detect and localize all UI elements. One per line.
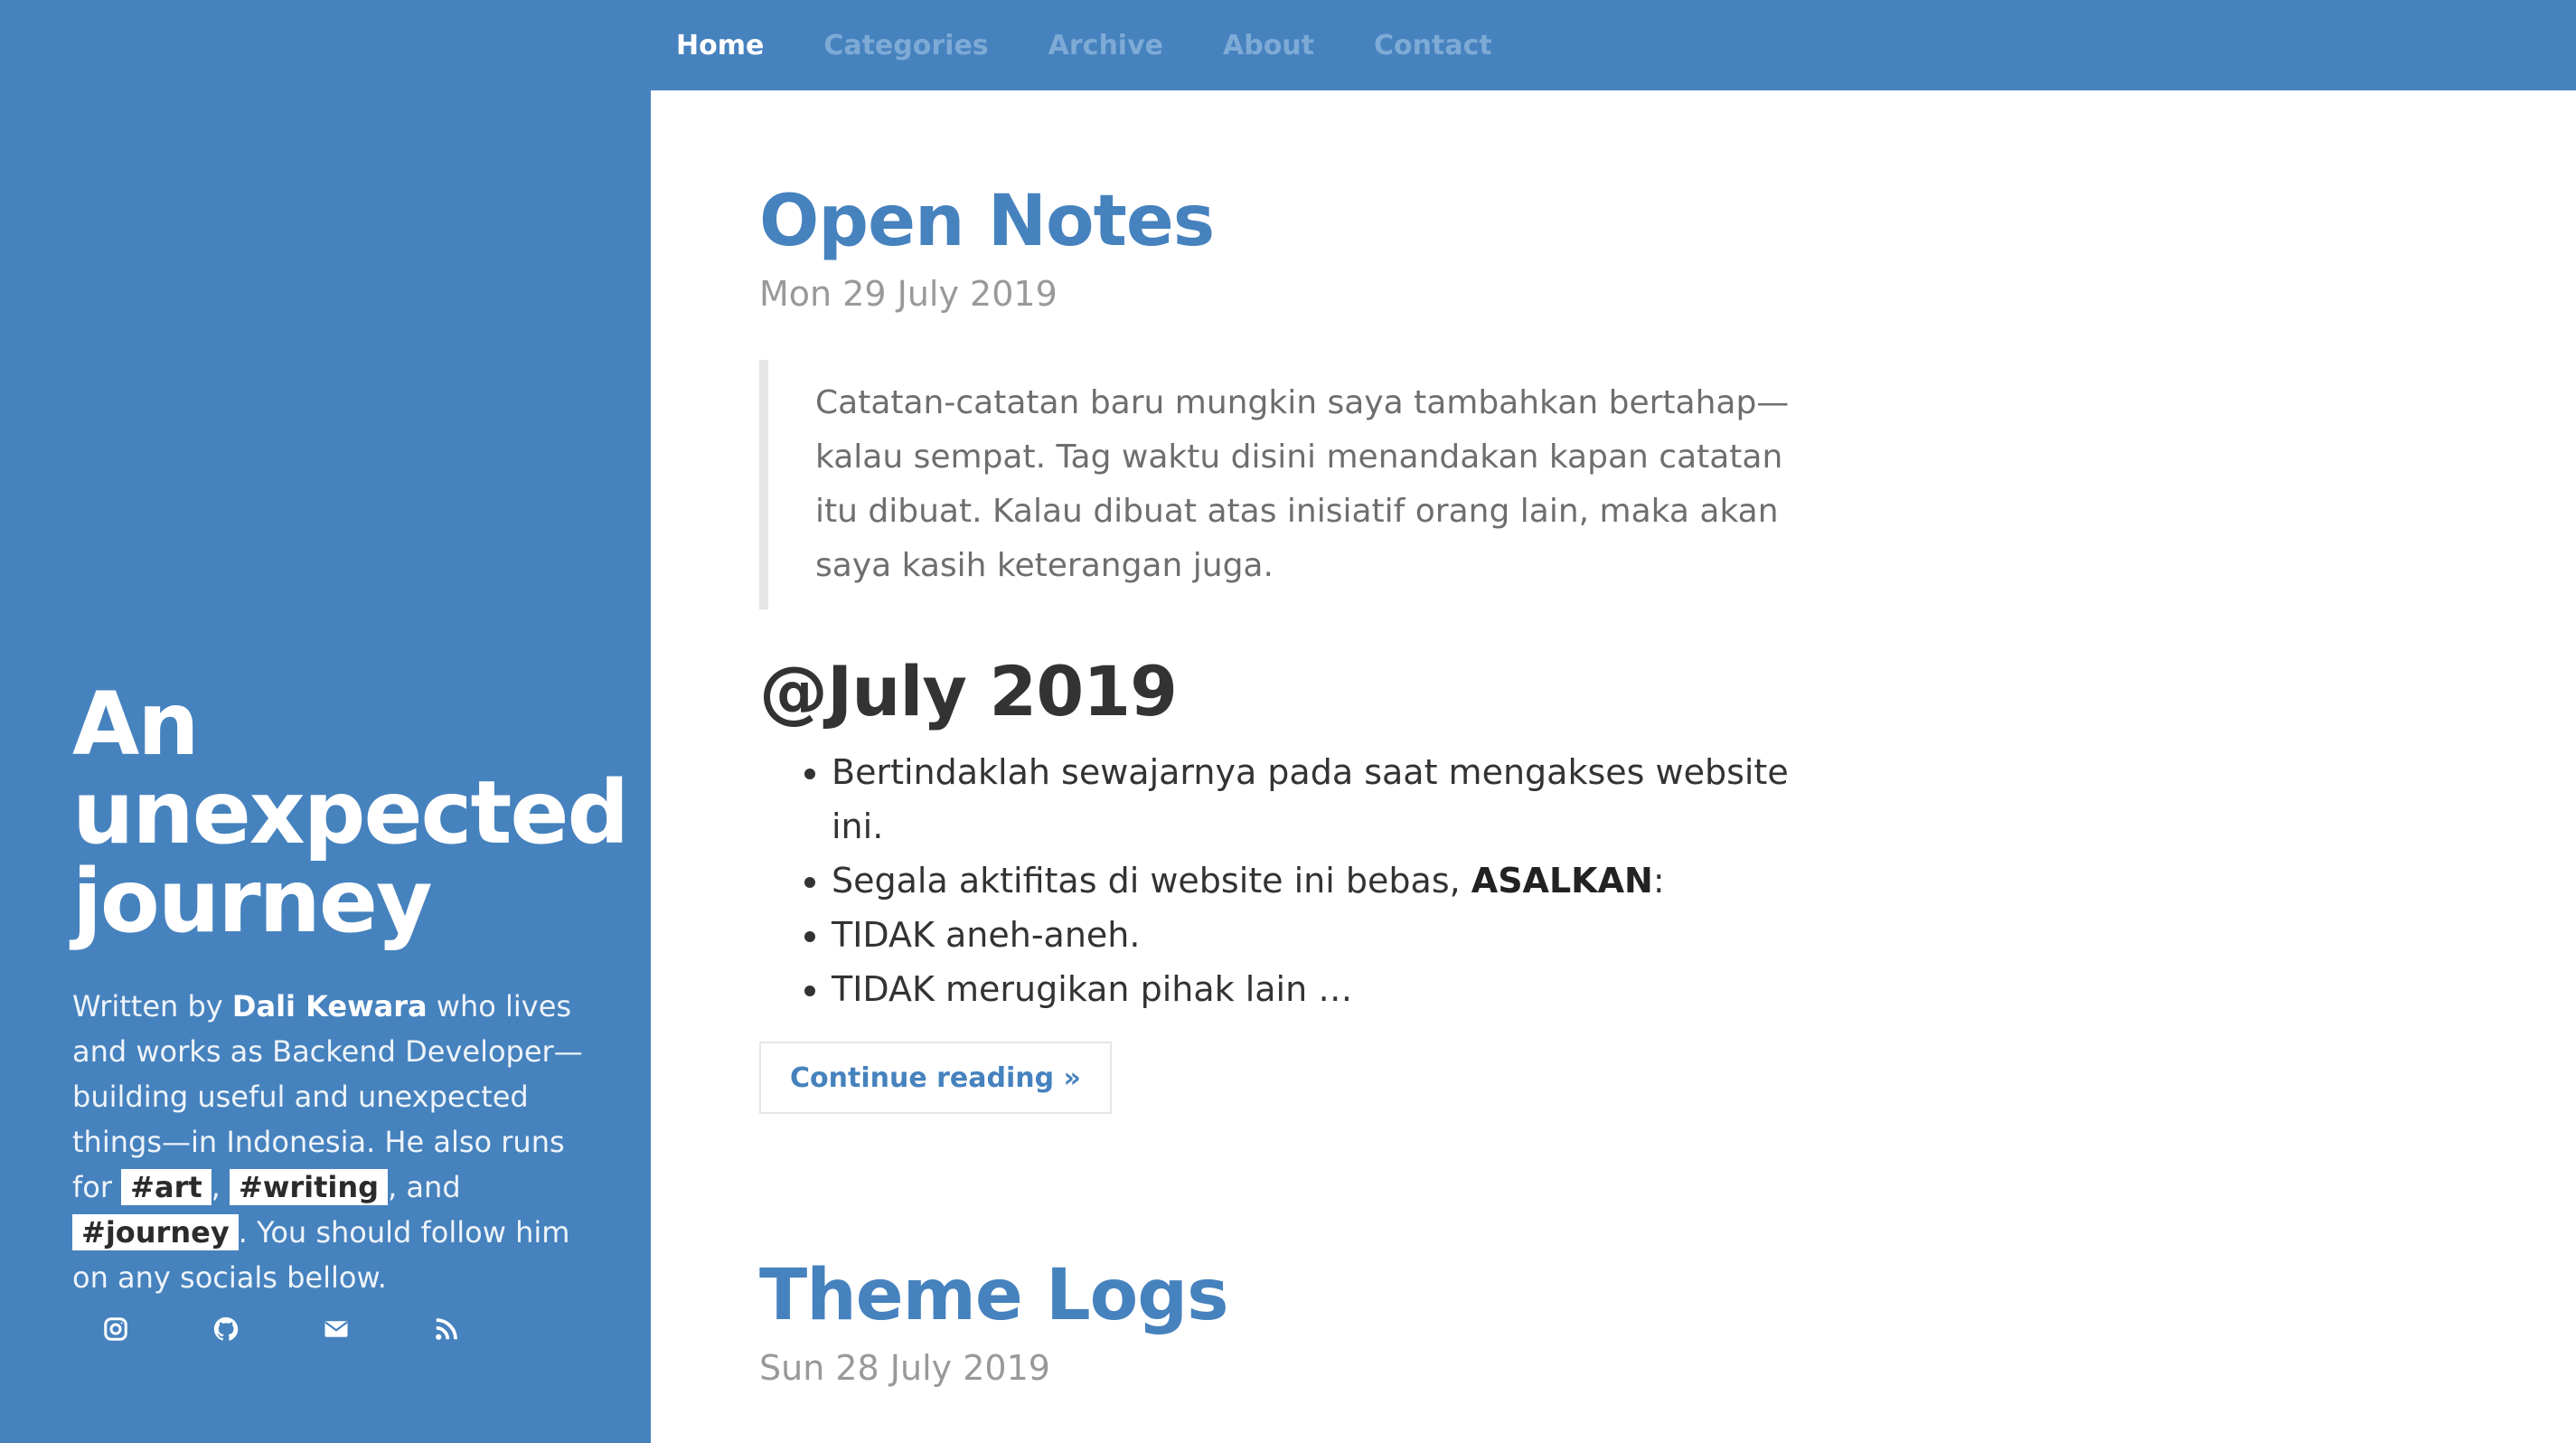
site-title[interactable]: [72, 674, 633, 952]
bio-text: ,: [211, 1170, 230, 1204]
site-title-line: journey: [72, 851, 431, 952]
nav-about-link[interactable]: About: [1223, 29, 1315, 61]
site-title-line: unexpected: [72, 762, 628, 863]
tag-art-link[interactable]: #art: [121, 1169, 211, 1205]
nav-item: [1374, 30, 1492, 61]
post-date: Mon 29 July 2019: [759, 274, 1058, 314]
post-theme-logs: [759, 1255, 1844, 1391]
post-title-link[interactable]: Theme Logs: [759, 1255, 1228, 1336]
nav-list: [676, 0, 1552, 90]
post-blockquote: Catatan-catatan baru mungkin saya tambahkan bertahap—kalau sempat. Tag waktu disini menandakan kapan catatan itu dibuat. Kalau dibuat atas inisiatif orang lain, maka akan saya kasih keterangan juga.: [759, 360, 1808, 609]
post-title-link[interactable]: Open Notes: [759, 181, 1215, 262]
post-date: Sun 28 July 2019: [759, 1348, 1050, 1388]
nav-item: [1048, 30, 1163, 61]
author-bio: [72, 984, 606, 1300]
nav-item: [1223, 30, 1314, 61]
nav-categories-link[interactable]: Categories: [823, 29, 989, 61]
instagram-link[interactable]: [99, 1313, 132, 1345]
bio-text: . You should follow him on any socials bellow.: [72, 1215, 570, 1295]
site-title-line: An: [72, 674, 198, 775]
bio-text: , and: [388, 1170, 461, 1204]
envelope-icon: [323, 1316, 350, 1343]
nav-item: [676, 30, 764, 61]
email-link[interactable]: [320, 1313, 353, 1345]
continue-reading-button[interactable]: Continue reading »: [759, 1042, 1112, 1114]
main-content: [759, 181, 1844, 1391]
list-item: • Bertindaklah sewajarnya pada saat mengakses website ini.: [832, 745, 1844, 854]
bio-text: who lives and works as Backend Developer—building useful and unexpected things—in Indonesia. He also runs for: [72, 989, 583, 1204]
list-item-strong: ASALKAN: [1471, 861, 1653, 901]
sidebar: [0, 0, 651, 1443]
rss-icon: [433, 1316, 460, 1343]
post-bullet-list: [759, 745, 1844, 1016]
tag-journey-link[interactable]: #journey: [72, 1214, 239, 1250]
tag-writing-link[interactable]: #writing: [230, 1169, 388, 1205]
github-link[interactable]: [210, 1313, 242, 1345]
list-item-text: Segala aktifitas di website ini bebas,: [832, 861, 1471, 901]
nav-archive-link[interactable]: Archive: [1048, 29, 1163, 61]
nav-home-link[interactable]: Home: [676, 29, 765, 61]
list-item: • TIDAK merugikan pihak lain …: [832, 962, 1844, 1016]
bio-text: Written by: [72, 989, 232, 1023]
instagram-icon: [102, 1316, 129, 1343]
social-links: [99, 1313, 463, 1345]
list-item: [832, 854, 1844, 908]
nav-item: [823, 30, 988, 61]
nav-contact-link[interactable]: Contact: [1374, 29, 1492, 61]
top-navigation: [651, 0, 2576, 90]
list-item: • TIDAK aneh-aneh.: [832, 908, 1844, 962]
list-item-suffix: :: [1652, 861, 1665, 901]
rss-link[interactable]: [430, 1313, 463, 1345]
author-name: Dali Kewara: [231, 989, 428, 1023]
section-heading: @July 2019: [759, 651, 1177, 731]
post-open-notes: [759, 181, 1844, 1114]
github-icon: [212, 1316, 240, 1343]
